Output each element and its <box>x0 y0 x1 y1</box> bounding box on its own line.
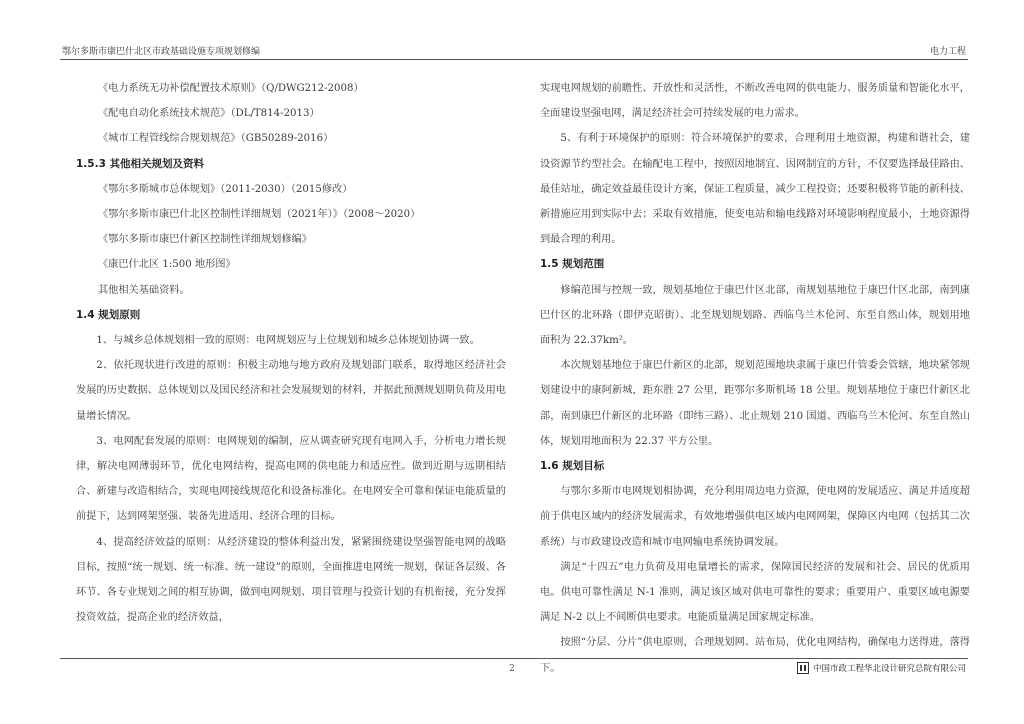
reference-item: 《城市工程管线综合规划规范》（GB50289-2016） <box>98 133 334 145</box>
footer-organization <box>797 662 966 674</box>
company-logo-icon <box>797 662 809 674</box>
page-number: 2 <box>509 664 515 674</box>
goal-paragraph: 满足“十四五”电力负荷及用电量增长的需求，保障国民经济的发展和社会、居民的优质用电。供电可靠性满足 N-1 准则，满足该区域对供电可靠性的要求；重要用户、重要区域电源要满足 N-2 以上不间断供电要求。电能质量满足国家规定标准。 <box>540 561 970 624</box>
section-heading-1-5: 1.5 规划范围 <box>540 258 605 271</box>
scope-paragraph: 本次规划基地位于康巴什新区的北部，规划范围地块隶属于康巴什管委会管辖，地块紧邻规划建设中的康阿新城，距东胜 27 公里，距鄂尔多斯机场 18 公里。规划基地位于康巴什新区北部，南到康巴什新区的北环路（即纬三路）、北止规划 210 国道、西临乌兰木伦河、东至自然山体，规划用地面积为 22.37 平方公里。 <box>540 360 970 447</box>
section-heading-1-5-3: 1.5.3 其他相关规划及资料 <box>76 157 205 170</box>
section-heading-1-6: 1.6 规划目标 <box>540 460 605 473</box>
reference-item: 《电力系统无功补偿配置技术原则》（Q/DWG212-2008） <box>98 83 364 94</box>
goal-paragraph: 与鄂尔多斯市电网规划相协调，充分利用周边电力资源，使电网的发展适应、满足并适度超前于供电区域内的经济发展需求，有效地增强供电区域内电网网架，保障区内电网（包括其二次系统）与市政建设改造和城市电网输电系统协调发展。 <box>540 486 970 548</box>
other-basic-materials: 其他相关基础资料。 <box>98 284 190 296</box>
section-heading-1-4: 1.4 规划原则 <box>76 308 141 321</box>
principle-paragraph: 5、有利于环境保护的原则：符合环境保护的要求，合理利用土地资源，构建和谐社会，建设资源节约型社会。在输配电工程中，按照因地制宜、因网制宜的方针，不仅要选择最佳路由、最佳站址，确定效益最佳设计方案，保证工程质量，减少工程投资；还要积极将节能的新科技、新措施应用到实际中去；采取有效措施，使变电站和输电线路对环境影响程度最小，土地资源得到最合理的利用。 <box>540 133 970 246</box>
reference-item: 《鄂尔多斯市康巴什北区控制性详细规划（2021年）》（2008～2020） <box>98 209 421 221</box>
continued-paragraph: 实现电网规划的前瞻性、开放性和灵活性，不断改善电网的供电能力、服务质量和智能化水平，全面建设坚强电网，满足经济社会可持续发展的电力需求。 <box>540 83 970 120</box>
reference-item: 《鄂尔多斯城市总体规划》（2011-2030）（2015修改） <box>98 183 353 195</box>
principle-paragraph: 2、依托现状进行改进的原则：积极主动地与地方政府及规划部门联系，取得地区经济社会发展的历史数据、总体规划以及国民经济和社会发展规划的材料，并据此预测规划期负荷及用电量增长情况。 <box>76 360 506 422</box>
right-column <box>540 76 970 681</box>
goal-paragraph: 按照“分层、分片”供电原则，合理规划网、站布局，优化电网结构，确保电力送得进，落得下。 <box>540 637 970 674</box>
principle-paragraph: 3、电网配套发展的原则：电网规划的编制，应从调查研究现有电网入手，分析电力增长规律，解决电网薄弱环节，优化电网结构，提高电网的供电能力和适应性。做到近期与远期相结合、新建与改造相结合，实现电网接线规范化和设备标准化。在电网安全可靠和保证电能质量的前提下，达到网架坚强、装备先进适用、经济合理的目标。 <box>76 435 506 523</box>
header-section-title: 电力工程 <box>929 47 966 57</box>
reference-item: 《配电自动化系统技术规范》（DL/T814-2013） <box>98 108 320 120</box>
scope-paragraph: 修编范围与控规一致，规划基地位于康巴什区北部，南规划基地位于康巴什区北部，南到康巴什区的北环路（即伊克昭街）、北至规划规划路、西临乌兰木伦河、东至自然山体，规划用地面积为 22.37km²。 <box>540 284 970 347</box>
footer-divider <box>60 658 968 659</box>
header-divider <box>60 59 968 60</box>
organization-name: 中国市政工程华北设计研究总院有限公司 <box>812 664 966 674</box>
principle-paragraph: 4、提高经济效益的原则：从经济建设的整体利益出发，紧紧围绕建设坚强智能电网的战略目标，按照“统一规划、统一标准、统一建设”的原则，全面推进电网统一规划，保证各层级、各环节、各专业规划之间的相互协调，做到电网规划、项目管理与投资计划的有机衔接，充分发挥投资效益，提高企业的经济效益， <box>76 536 506 624</box>
principle-paragraph: 1、与城乡总体规划相一致的原则：电网规划应与上位规划和城乡总体规划协调一致。 <box>96 335 480 347</box>
reference-item: 《康巴什北区 1:500 地形图》 <box>98 259 236 271</box>
header-document-title: 鄂尔多斯市康巴什北区市政基础设施专项规划修编 <box>62 47 261 57</box>
reference-item: 《鄂尔多斯市康巴什新区控制性详细规划修编》 <box>98 234 312 246</box>
left-column <box>76 76 506 630</box>
